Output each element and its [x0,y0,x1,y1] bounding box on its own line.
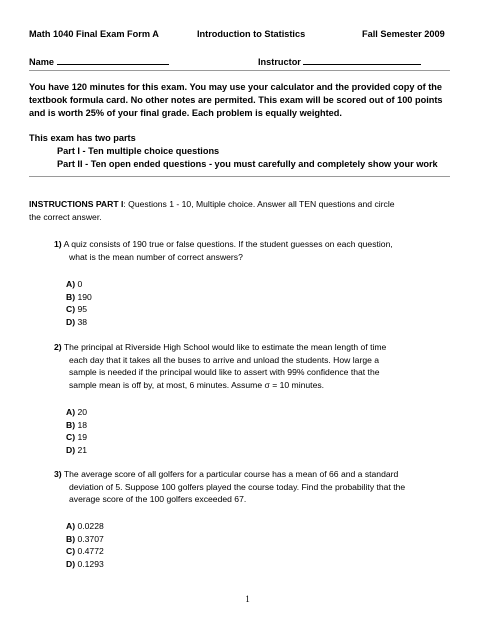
question-2-line-3: sample is needed if the principal would like to assert with 99% confidence that the [69,367,380,378]
question-3-number: 3) [54,469,62,479]
name-label-text: Name [29,57,55,67]
question-3-line-3: average score of the 100 golfers exceeded 67. [69,494,247,505]
question-2-choice-c[interactable] [66,431,87,444]
choice-letter: A) [66,407,76,417]
choice-letter: B) [66,419,76,430]
question-3-choice-d[interactable] [66,558,104,571]
divider-top [29,70,450,71]
question-3-choice-c[interactable] [66,545,104,558]
choice-text: 0.1293 [77,558,104,569]
question-1-line-2: what is the mean number of correct answers? [69,251,243,262]
course-title: Introduction to Statistics [197,29,306,39]
course-code: Math 1040 Final Exam Form A [29,29,159,39]
choice-text: 21 [77,444,88,455]
choice-letter: B) [66,291,76,302]
choice-text: 38 [77,316,88,327]
question-3-choice-a[interactable] [66,520,104,533]
instructor-blank[interactable] [303,55,421,65]
instructor-label-text: Instructor [258,57,301,67]
question-3-line-2: deviation of 5. Suppose 100 golfers played the course today. Find the probability that the [69,481,406,492]
part-2-description: Part II - Ten open ended questions - you must carefully and completely show your work [57,159,438,169]
instructor-label [258,55,421,67]
choice-text: 0.3707 [77,533,104,544]
question-2-line-2: each day that it takes all the buses to arrive and unload the students. How large a [69,354,380,365]
choice-text: 190 [77,291,92,302]
question-3-line-1: The average score of all golfers for a particular course has a mean of 66 and a standard [63,469,399,479]
question-1-choices [66,278,92,328]
question-2-line-4: sample mean is off by, at most, 6 minutes. Assume σ = 10 minutes. [69,379,325,390]
intro-paragraph: You have 120 minutes for this exam. You may use your calculator and the provided copy of the textbook formula card. No other notes are permited. This exam will be scored out of 100 points and is worth 25% of your final grade. Each problem is equally weighted. [29,82,443,118]
question-1-line-1: A quiz consists of 190 true or false questions. If the student guesses on each question, [63,239,393,249]
parts-heading: This exam has two parts [29,133,136,143]
choice-letter: C) [66,304,76,315]
choice-letter: C) [66,432,76,443]
choice-text: 18 [77,419,88,430]
question-2-choice-a[interactable] [66,406,87,419]
choice-letter: A) [66,279,76,289]
choice-text: 19 [77,432,88,443]
choice-letter: D) [66,558,76,569]
question-1-choice-b[interactable] [66,291,92,304]
question-2-choices [66,406,87,456]
question-3-choice-b[interactable] [66,533,104,546]
choice-text: 0.0228 [77,521,104,531]
choice-letter: A) [66,521,76,531]
question-3-choices [66,520,104,570]
question-3 [54,468,464,506]
instructions-line-2: the correct answer. [29,212,102,222]
question-2 [54,341,464,391]
divider-middle [29,176,450,177]
question-1-choice-d[interactable] [66,316,92,329]
choice-text: 20 [77,407,88,417]
choice-text: 0.4772 [77,546,104,557]
part-1-description: Part I - Ten multiple choice questions [57,146,220,156]
question-1-number: 1) [54,239,62,249]
semester: Fall Semester 2009 [362,29,445,39]
instructions-text: : Questions 1 - 10, Multiple choice. Answer all TEN questions and circle [123,199,395,209]
question-1-choice-c[interactable] [66,303,92,316]
name-blank[interactable] [57,55,169,65]
question-2-line-1: The principal at Riverside High School would like to estimate the mean length of time [63,342,387,352]
question-2-number: 2) [54,342,62,352]
question-2-choice-d[interactable] [66,444,87,457]
name-label [29,55,169,67]
choice-letter: C) [66,546,76,557]
instructions-line-1 [29,199,395,209]
choice-letter: B) [66,533,76,544]
choice-text: 95 [77,304,88,315]
choice-letter: D) [66,444,76,455]
question-1 [54,238,464,263]
choice-letter: D) [66,316,76,327]
instructions-label: INSTRUCTIONS PART I [29,199,124,209]
page-number: 1 [245,594,250,604]
choice-text: 0 [77,279,83,289]
question-2-choice-b[interactable] [66,419,87,432]
question-1-choice-a[interactable] [66,278,92,291]
